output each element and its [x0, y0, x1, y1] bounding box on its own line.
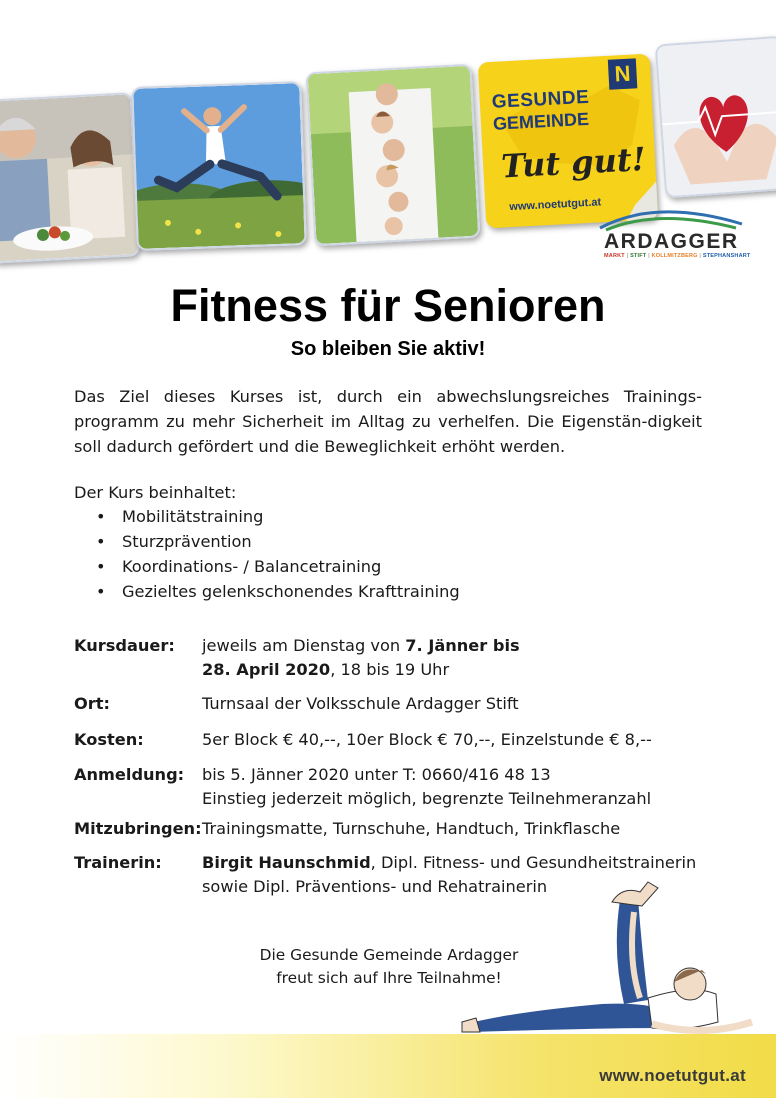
trainer-name: Birgit Haunschmid [202, 853, 371, 872]
info-label: Ort: [74, 694, 110, 713]
info-label: Kursdauer: [74, 636, 175, 655]
photo-strip [0, 0, 776, 260]
photo-family-stack [306, 64, 481, 246]
noe-mark: N [608, 58, 638, 89]
dauer-start-date: 7. Jänner bis [405, 636, 520, 655]
course-heading: Der Kurs beinhaltet: [74, 483, 237, 502]
info-label: Trainerin: [74, 853, 162, 872]
ardagger-part-markt: MARKT [604, 253, 625, 259]
info-value: 5er Block € 40,--, 10er Block € 70,--, Einzelstunde € 8,-- [202, 730, 652, 749]
yoga-pose-illustration [452, 872, 764, 1048]
list-item: • Koordinations- / Balancetraining [96, 554, 460, 579]
footer-url[interactable]: www.noetutgut.at [599, 1066, 746, 1085]
badge-line-1: GESUNDE [491, 86, 590, 113]
list-item: • Gezieltes gelenkschonendes Krafttraining [96, 579, 460, 604]
closing-line-2: freut sich auf Ihre Teilnahme! [276, 969, 502, 987]
photo-jumping-man [131, 81, 307, 251]
info-value [202, 634, 520, 682]
page-title: Fitness für Senioren [170, 280, 606, 331]
badge-line-2: GEMEINDE [492, 108, 590, 134]
trainer-qualification-1: , Dipl. Fitness- und Gesundheitstrainerin [370, 853, 697, 872]
photo-heart-hands [655, 36, 776, 199]
page-subtitle: So bleiben Sie aktiv! [290, 338, 486, 360]
anmeldung-line-1: bis 5. Jänner 2020 unter T: 0660/416 48 13 [202, 765, 551, 784]
badge-url: www.noetutgut.at [509, 196, 602, 214]
dauer-text-1: jeweils am Dienstag von [202, 636, 406, 655]
badge-slogan: Tut gut! [500, 139, 647, 186]
list-item: • Mobilitätstraining [96, 504, 460, 529]
info-value [202, 763, 651, 811]
ardagger-part-stephanshart: STEPHANSHART [702, 253, 751, 259]
anmeldung-line-2: Einstieg jederzeit möglich, begrenzte Teilnehmeranzahl [202, 789, 652, 808]
info-value: Turnsaal der Volksschule Ardagger Stift [202, 694, 519, 713]
intro-paragraph: Das Ziel dieses Kurses ist, durch ein abwechslungsreiches Trainings-programm zu mehr Sicherheit im Alltag zu verhelfen. Die Eigenstän-digkeit soll dadurch gefördert und die Beweglichkeit erhöht werden. [74, 387, 702, 456]
ardagger-name: ARDAGGER [604, 230, 739, 253]
dauer-time: , 18 bis 19 Uhr [330, 660, 450, 679]
info-value: Trainingsmatte, Turnschuhe, Handtuch, Trinkflasche [202, 819, 621, 838]
ardagger-parts: MARKT | STIFT | KOLLMITZBERG | STEPHANSHART [604, 253, 751, 259]
ardagger-part-stift: STIFT [630, 253, 647, 259]
list-item: • Sturzprävention [96, 529, 460, 554]
dauer-end-date: 28. April 2020 [202, 660, 331, 679]
photo-seniors-dining [0, 92, 140, 264]
closing-line-1: Die Gesunde Gemeinde Ardagger [259, 946, 519, 964]
trainer-qualification-2: sowie Dipl. Präventions- und Rehatrainerin [202, 877, 548, 896]
info-label: Anmeldung: [74, 765, 185, 784]
info-label: Mitzubringen: [74, 819, 202, 838]
course-list [96, 504, 460, 604]
mountain-logo-icon [596, 202, 746, 232]
info-label: Kosten: [74, 730, 144, 749]
ardagger-logo [596, 200, 751, 260]
ardagger-part-kollmitzberg: KOLLMITZBERG [651, 253, 698, 259]
